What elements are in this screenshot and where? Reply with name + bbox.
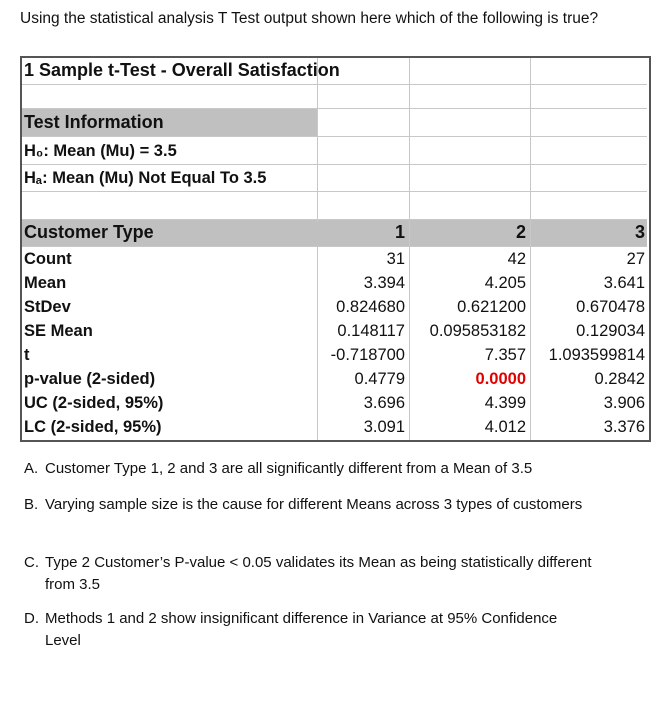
alt-hypothesis: Hₐ: Mean (Mu) Not Equal To 3.5 <box>24 169 267 187</box>
row-label: Mean <box>24 274 67 292</box>
row-label: t <box>24 346 30 364</box>
column-header-1: 1 <box>394 222 405 242</box>
table-cell: 0.621200 <box>457 298 526 316</box>
answer-text: Methods 1 and 2 show insignificant difference in Variance at 95% Confidence Level <box>45 610 558 649</box>
table-cell: 3.641 <box>603 274 645 292</box>
table-title: 1 Sample t-Test - Overall Satisfaction <box>24 60 340 80</box>
row-label: UC (2-sided, 95%) <box>24 394 164 412</box>
grid-vline <box>317 58 318 222</box>
row-label: Count <box>24 250 72 268</box>
grid-hline <box>22 191 647 192</box>
answer-letter: A. <box>24 460 39 477</box>
table-cell: 0.4779 <box>354 370 405 388</box>
table-cell: 4.012 <box>484 418 526 436</box>
grid-vline <box>409 58 410 440</box>
table-cell: 31 <box>386 250 405 268</box>
answer-letter: C. <box>24 554 39 571</box>
grid-hline <box>22 108 647 109</box>
row-label: p-value (2-sided) <box>24 370 156 388</box>
test-info-header: Test Information <box>24 112 164 132</box>
answer-letter: D. <box>24 610 39 627</box>
table-cell: 42 <box>507 250 526 268</box>
grid-hline <box>22 164 647 165</box>
row-label: StDev <box>24 298 71 316</box>
answer-text: Varying sample size is the cause for different Means across 3 types of customers <box>45 496 583 513</box>
table-cell: 3.394 <box>363 274 405 292</box>
highlighted-p-value: 0.0000 <box>475 370 526 388</box>
table-cell: 0.129034 <box>576 322 645 340</box>
table-cell: 0.2842 <box>594 370 645 388</box>
grid-vline <box>317 246 318 440</box>
grid-hline <box>22 84 647 85</box>
answer-text: Customer Type 1, 2 and 3 are all significantly different from a Mean of 3.5 <box>45 460 533 477</box>
table-cell: 3.696 <box>363 394 405 412</box>
table-cell: 4.205 <box>484 274 526 292</box>
grid-vline <box>530 58 531 440</box>
table-cell: 27 <box>626 250 645 268</box>
column-header-3: 3 <box>634 222 645 242</box>
table-cell: 3.376 <box>603 418 645 436</box>
table-cell: 7.357 <box>484 346 526 364</box>
column-header-2: 2 <box>515 222 526 242</box>
table-cell: 0.670478 <box>576 298 645 316</box>
answer-text: Type 2 Customer’s P-value < 0.05 validates its Mean as being statistically different from 3.5 <box>45 554 592 593</box>
table-cell: 4.399 <box>484 394 526 412</box>
row-label: LC (2-sided, 95%) <box>24 418 162 436</box>
table-cell: 0.824680 <box>336 298 405 316</box>
answer-letter: B. <box>24 496 39 513</box>
t-test-table <box>20 56 651 442</box>
table-cell: -0.718700 <box>330 346 405 364</box>
null-hypothesis: H₀: Mean (Mu) = 3.5 <box>24 142 177 160</box>
table-cell: 0.148117 <box>337 322 405 340</box>
grid-hline <box>22 136 647 137</box>
table-cell: 1.093599814 <box>548 346 645 364</box>
table-cell: 0.095853182 <box>429 322 526 340</box>
table-cell: 3.906 <box>603 394 645 412</box>
row-label: SE Mean <box>24 322 93 340</box>
question-text: Using the statistical analysis T Test output shown here which of the following is true? <box>20 10 599 27</box>
customer-type-header: Customer Type <box>24 222 154 242</box>
table-cell: 3.091 <box>363 418 405 436</box>
